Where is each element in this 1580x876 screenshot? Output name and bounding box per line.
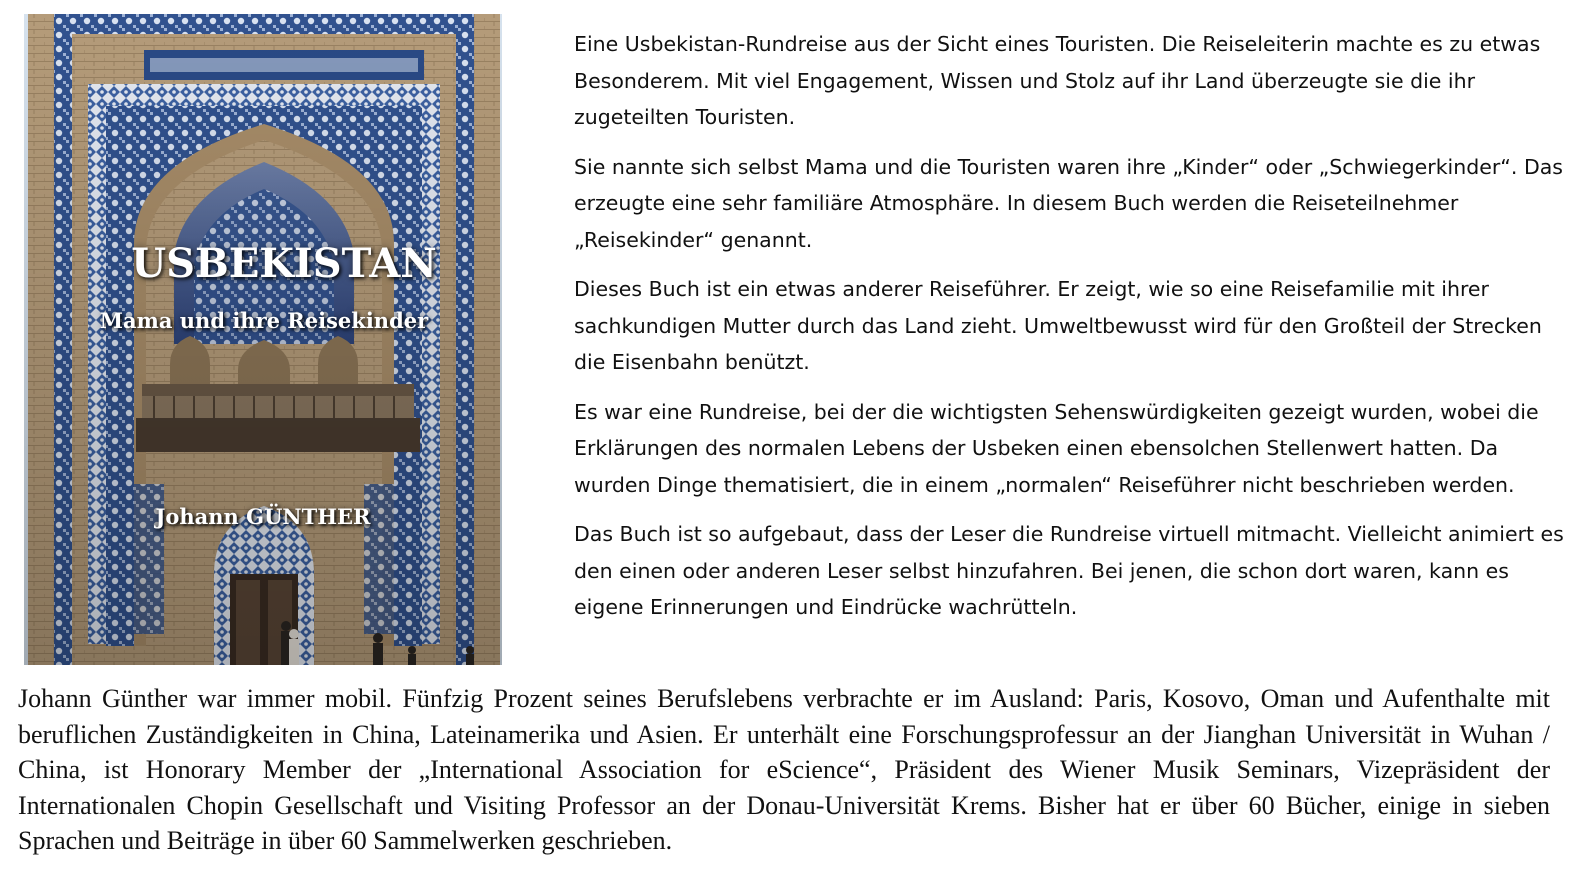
description-paragraph: Dieses Buch ist ein etwas anderer Reiseführer. Er zeigt, wie so eine Reisefamilie mit ihrer sachkundigen Mutter durch das Land zieht. Umweltbewusst wird für den Großteil der Strecken die Eisenbahn benützt.: [574, 277, 1542, 374]
description-paragraph: Das Buch ist so aufgebaut, dass der Leser die Rundreise virtuell mitmacht. Vielleicht animiert es den einen oder anderen Leser selbst hinzufahren. Bei jenen, die schon dort waren, kann es eigene Erinnerungen und Eindrücke wachrütteln.: [574, 522, 1564, 619]
description-paragraph: Sie nannte sich selbst Mama und die Touristen waren ihre „Kinder“ oder „Schwiegerkinder“. Das erzeugte eine sehr familiäre Atmosphäre. In diesem Buch werden die Reiseteilnehmer „Reisekinder“ genannt.: [574, 154, 1563, 252]
book-description: [574, 26, 1564, 639]
description-paragraph: Eine Usbekistan-Rundreise aus der Sicht eines Touristen. Die Reiseleiterin machte es zu etwas Besonderem. Mit viel Engagement, Wissen und Stolz auf ihr Land überzeugte sie die ihr zugeteilten Touristen.: [574, 32, 1541, 129]
cover-subtitle: Mama und ihre Reisekinder: [99, 308, 429, 333]
description-paragraph: Es war eine Rundreise, bei der die wichtigsten Sehenswürdigkeiten gezeigt wurden, wobei die Erklärungen des normalen Lebens der Usbeken einen ebensolchen Stellenwert hatten. Da wurden Dinge thematisiert, die in einem „normalen“ Reiseführer nicht beschrieben werden.: [574, 399, 1539, 497]
author-bio-text: Johann Günther war immer mobil. Fünfzig Prozent seines Berufslebens verbrachte er im Ausland: Paris, Kosovo, Oman und Aufenthalte mit beruflichen Zuständigkeiten in China, Lateinamerika und Asien. Er unterhält eine Forschungsprofessur an der Jianghan Universität in Wuhan / China, ist Honorary Member der „International Association for eScience“, Präsident des Wiener Musik Seminars, Vizepräsident der Internationalen Chopin Gesellschaft und Visiting Professor an der Donau-Universität Krems. Bisher hat er über 60 Bücher, einige in sieben Sprachen und Beiträge in über 60 Sammelwerken geschrieben.: [18, 684, 1550, 855]
cover-title: USBEKISTAN: [131, 240, 437, 287]
cover-photo-madrasa: [24, 14, 502, 665]
cover-author: Johann GÜNTHER: [155, 504, 371, 529]
author-bio: [18, 681, 1550, 859]
book-cover: [24, 14, 502, 665]
